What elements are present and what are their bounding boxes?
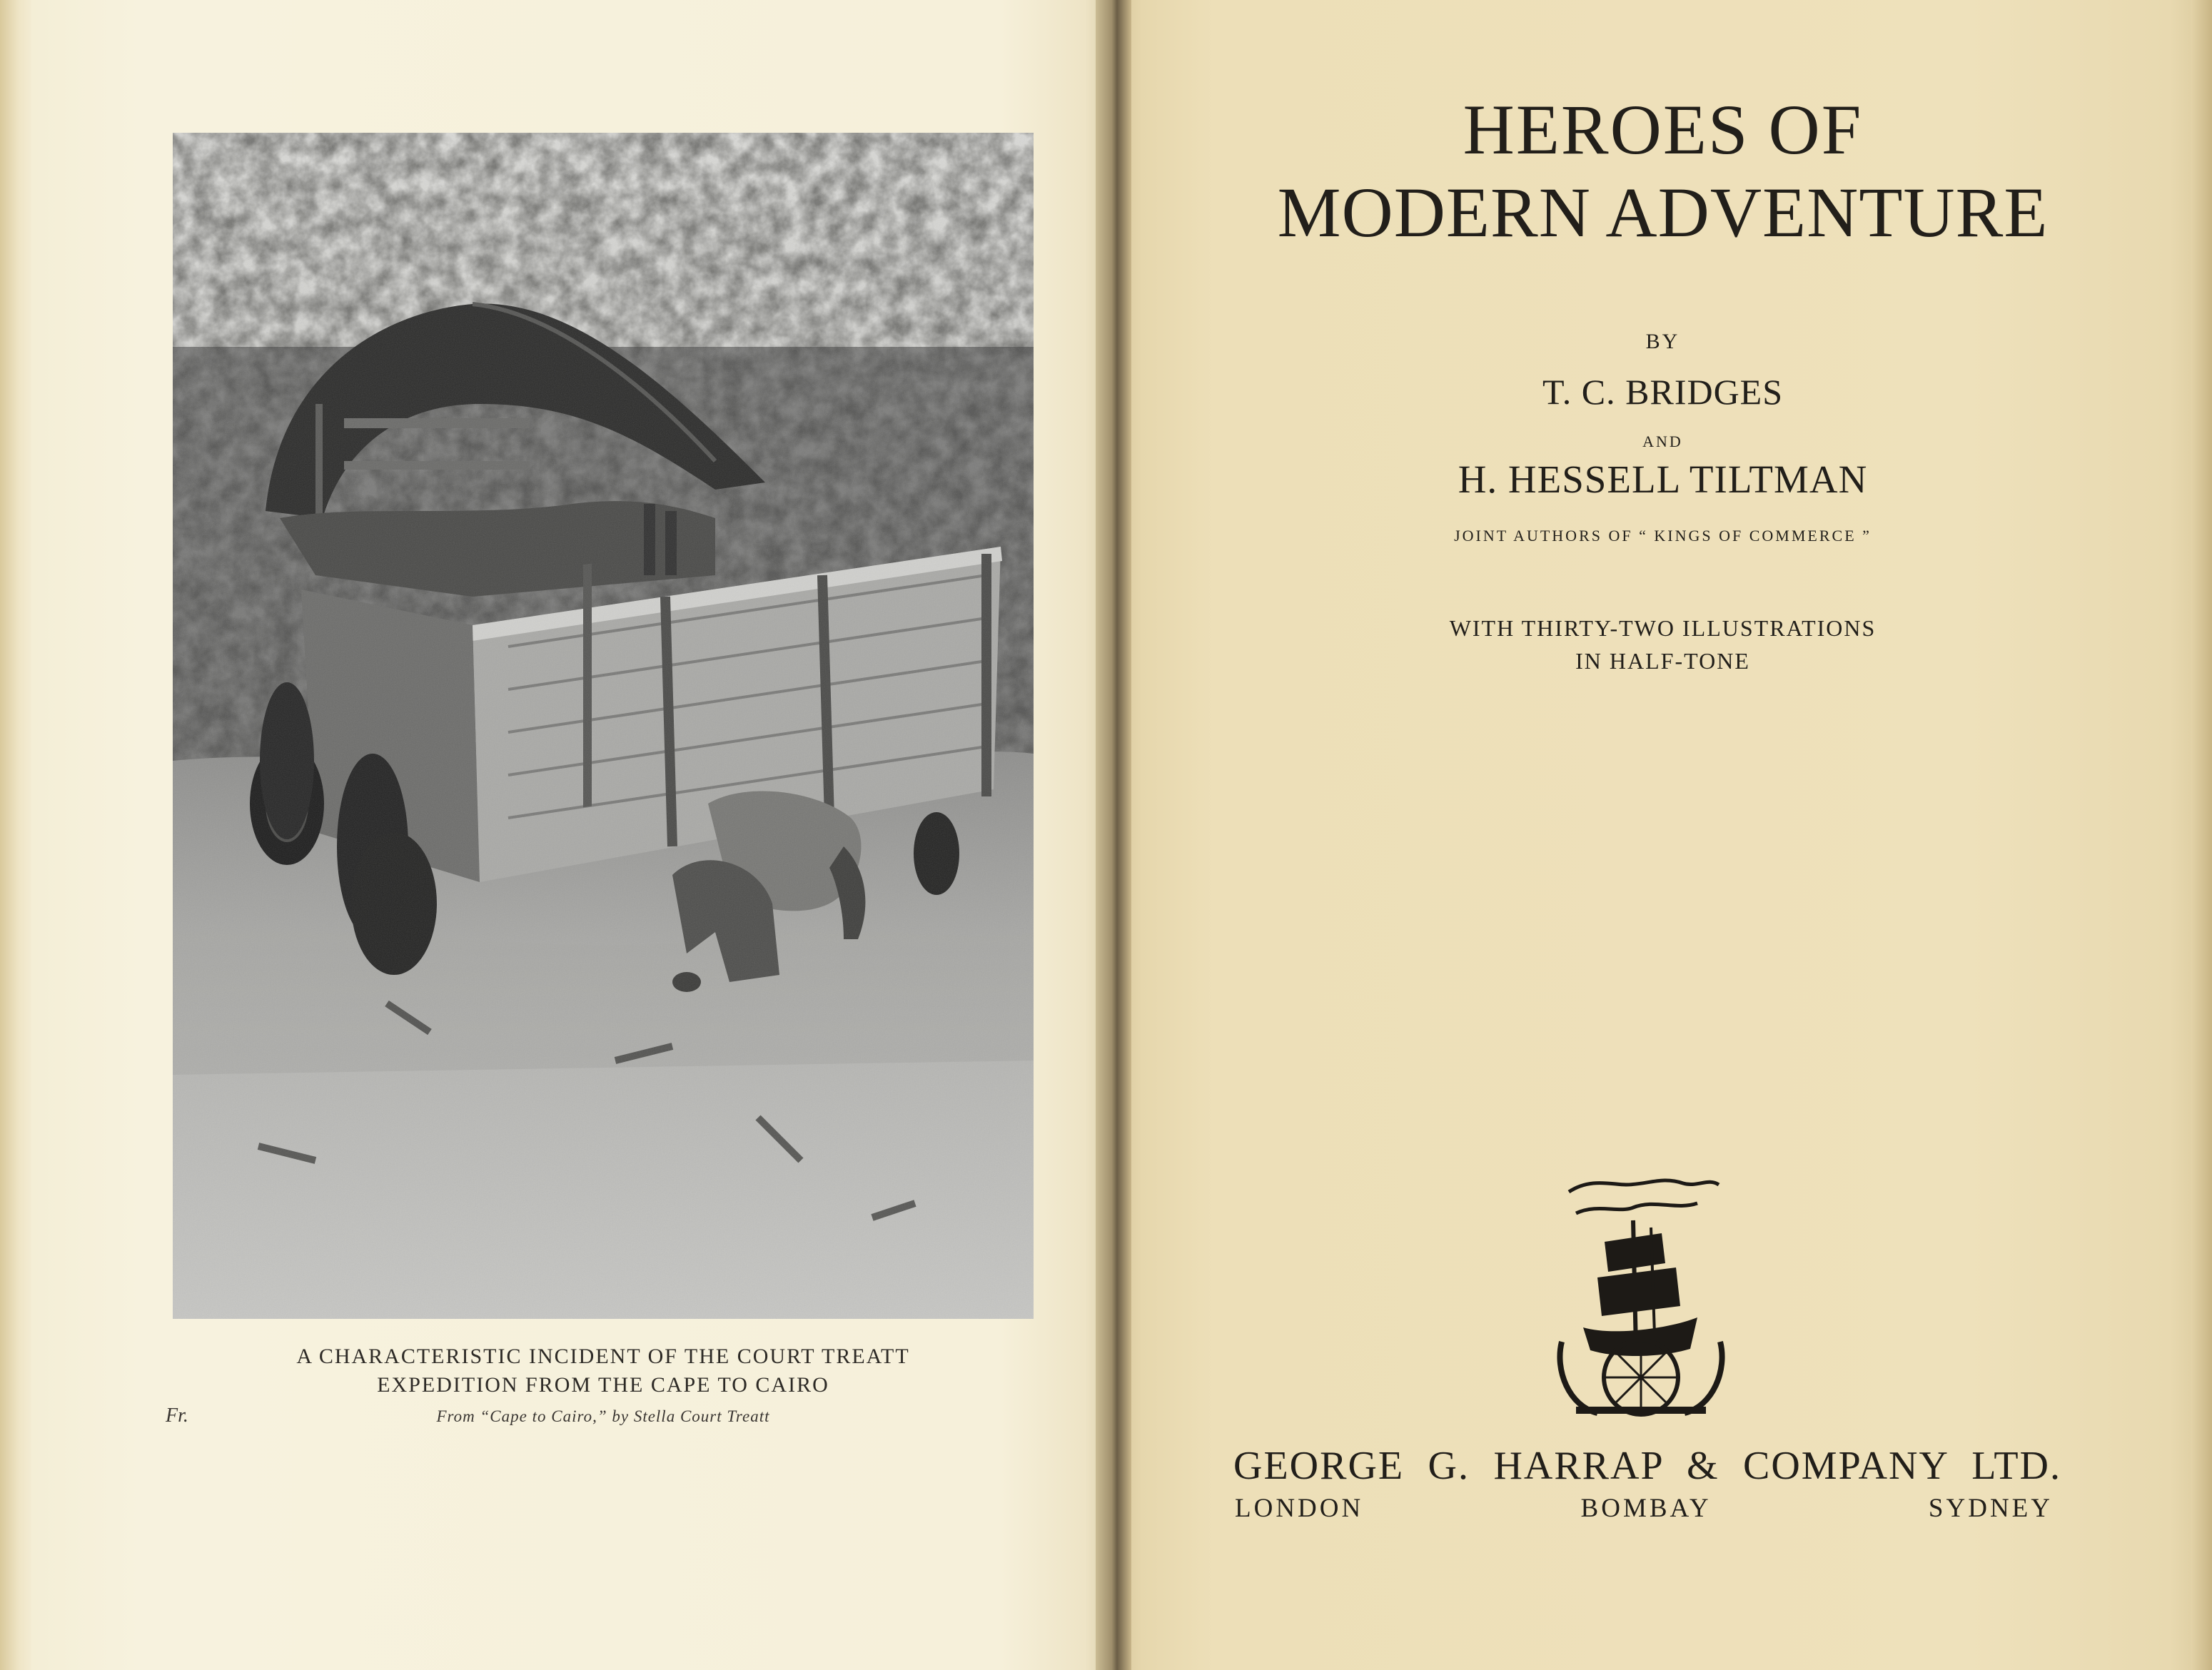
illustrations-note-line-2: IN HALF-TONE bbox=[1575, 648, 1750, 674]
joint-authors-note: JOINT AUTHORS OF “ KINGS OF COMMERCE ” bbox=[1454, 527, 1872, 545]
city-sydney: SYDNEY bbox=[1928, 1494, 2053, 1523]
author-1: T. C. BRIDGES bbox=[1542, 372, 1784, 412]
frontispiece-mark: Fr. bbox=[166, 1405, 188, 1427]
illustrations-note-line-1: WITH THIRTY-TWO ILLUSTRATIONS bbox=[1449, 615, 1877, 641]
ship-emblem-icon bbox=[1555, 1170, 1727, 1420]
frontispiece-photo bbox=[173, 133, 1034, 1319]
right-page-edge bbox=[2191, 0, 2212, 1670]
photo-credit: From “Cape to Cairo,” by Stella Court Treatt bbox=[436, 1407, 770, 1425]
photo-caption-line-1: A CHARACTERISTIC INCIDENT OF THE COURT TREATT bbox=[296, 1345, 910, 1368]
publisher-cities bbox=[1235, 1493, 2053, 1524]
city-bombay: BOMBAY bbox=[1580, 1494, 1712, 1523]
author-conjunction: AND bbox=[1642, 432, 1683, 450]
book-gutter bbox=[1096, 0, 1131, 1670]
book-title-line-2: MODERN ADVENTURE bbox=[1277, 173, 2049, 252]
photo-vehicle-in-mud bbox=[173, 133, 1034, 1319]
author-2: H. HESSELL TILTMAN bbox=[1458, 457, 1868, 501]
city-london: LONDON bbox=[1235, 1494, 1364, 1523]
left-page-edge bbox=[0, 0, 31, 1670]
publisher-name: GEORGE G. HARRAP & COMPANY LTD. bbox=[1233, 1444, 2061, 1488]
byline: BY bbox=[1645, 330, 1680, 353]
publisher-device-ship-emblem bbox=[1555, 1170, 1727, 1420]
book-title-line-1: HEROES OF bbox=[1463, 90, 1863, 169]
photo-caption-line-2: EXPEDITION FROM THE CAPE TO CAIRO bbox=[377, 1373, 829, 1397]
